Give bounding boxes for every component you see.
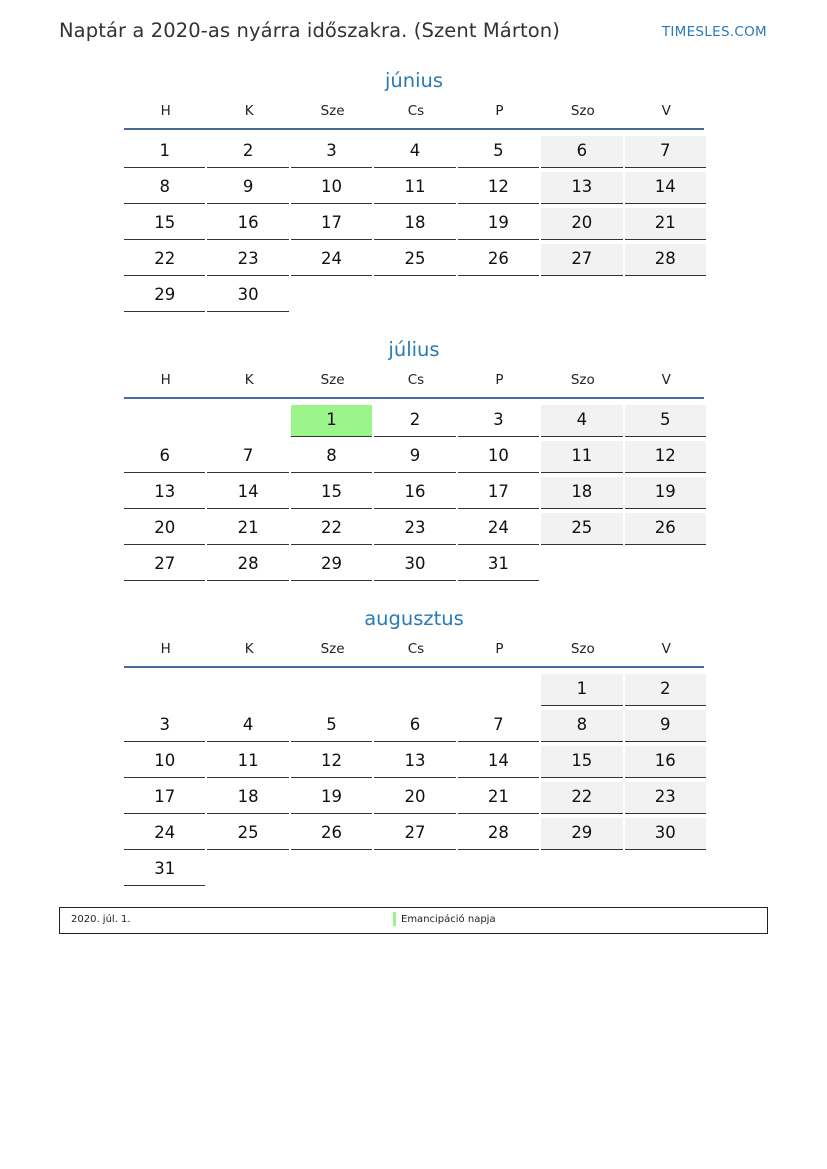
day-number: 7 [625, 136, 706, 168]
week-row [124, 780, 704, 816]
day-number: 8 [541, 710, 622, 742]
weekday-header-row [124, 364, 704, 399]
empty-day-slot [374, 674, 455, 706]
empty-day-cell [291, 278, 374, 314]
day-cell [207, 816, 290, 852]
empty-day-cell [458, 278, 541, 314]
day-number: 21 [625, 208, 706, 240]
day-number: 26 [458, 244, 539, 276]
day-number: 3 [124, 710, 205, 742]
day-cell [124, 206, 207, 242]
day-cell [458, 134, 541, 170]
day-number: 7 [207, 441, 288, 473]
day-number: 4 [541, 405, 622, 437]
weekend-day-cell [541, 403, 624, 439]
day-number: 13 [124, 477, 205, 509]
day-cell [291, 170, 374, 206]
day-number: 10 [124, 746, 205, 778]
day-number: 14 [207, 477, 288, 509]
day-cell [207, 134, 290, 170]
day-number: 16 [625, 746, 706, 778]
day-cell [291, 475, 374, 511]
weekend-day-cell [625, 780, 708, 816]
day-number: 21 [458, 782, 539, 814]
empty-day-slot [124, 405, 205, 437]
page-title: Naptár a 2020-as nyárra időszakra. (Szent Márton) [59, 19, 560, 42]
empty-day-cell [541, 852, 624, 888]
holiday-color-marker [393, 912, 396, 926]
day-cell [374, 170, 457, 206]
day-number: 12 [291, 746, 372, 778]
day-number: 28 [458, 818, 539, 850]
day-cell [124, 744, 207, 780]
day-number: 27 [374, 818, 455, 850]
weekday-label: P [495, 372, 504, 388]
day-cell [207, 744, 290, 780]
week-row [124, 816, 704, 852]
day-number: 10 [291, 172, 372, 204]
weekday-label: H [160, 103, 171, 119]
day-number: 31 [458, 549, 539, 581]
legend-holiday-name: Emancipáció napja [401, 914, 496, 925]
weekday-label: Sze [320, 641, 345, 657]
day-cell [374, 475, 457, 511]
week-row [124, 475, 704, 511]
day-number: 29 [124, 280, 205, 312]
legend-date: 2020. júl. 1. [71, 914, 131, 925]
week-row [124, 278, 704, 314]
day-cell [207, 170, 290, 206]
day-number: 10 [458, 441, 539, 473]
empty-day-slot [625, 854, 706, 886]
week-row [124, 134, 704, 170]
week-row [124, 852, 704, 888]
empty-day-cell [458, 672, 541, 708]
day-number: 20 [541, 208, 622, 240]
weekend-day-cell [625, 206, 708, 242]
weekday-label: Szo [570, 641, 595, 657]
day-cell [458, 439, 541, 475]
day-cell [124, 547, 207, 583]
day-cell [207, 439, 290, 475]
weekday-label: K [244, 641, 254, 657]
empty-day-slot [458, 674, 539, 706]
weekday-label: Cs [407, 641, 425, 657]
month-calendar [124, 67, 704, 314]
day-cell [458, 511, 541, 547]
day-number: 30 [207, 280, 288, 312]
weekday-header-row [124, 633, 704, 668]
day-cell [374, 816, 457, 852]
day-cell [124, 170, 207, 206]
day-number: 17 [458, 477, 539, 509]
day-cell [374, 206, 457, 242]
day-number: 14 [458, 746, 539, 778]
week-row [124, 744, 704, 780]
day-number: 19 [625, 477, 706, 509]
week-row [124, 708, 704, 744]
day-cell [374, 511, 457, 547]
day-cell [291, 206, 374, 242]
empty-day-cell [207, 403, 290, 439]
day-cell [207, 278, 290, 314]
day-cell [124, 439, 207, 475]
weekend-day-cell [541, 242, 624, 278]
day-cell [207, 242, 290, 278]
day-number: 6 [124, 441, 205, 473]
empty-day-slot [458, 280, 539, 312]
day-number: 15 [291, 477, 372, 509]
day-cell [124, 852, 207, 888]
holiday-legend [59, 907, 768, 934]
day-cell [291, 439, 374, 475]
weekend-day-cell [541, 439, 624, 475]
weekday-label: V [661, 372, 671, 388]
empty-day-slot [625, 549, 706, 581]
empty-day-cell [625, 278, 708, 314]
weekday-label: V [661, 641, 671, 657]
day-cell [291, 780, 374, 816]
day-number: 3 [291, 136, 372, 168]
empty-day-cell [291, 852, 374, 888]
day-number: 2 [625, 674, 706, 706]
day-cell [374, 134, 457, 170]
weekend-day-cell [541, 206, 624, 242]
month-calendar [124, 605, 704, 888]
day-cell [124, 278, 207, 314]
day-number: 11 [207, 746, 288, 778]
empty-day-slot [374, 854, 455, 886]
day-number: 20 [124, 513, 205, 545]
day-cell [124, 816, 207, 852]
day-cell [207, 547, 290, 583]
day-number: 23 [374, 513, 455, 545]
weekend-day-cell [625, 511, 708, 547]
empty-day-slot [124, 674, 205, 706]
day-number: 12 [625, 441, 706, 473]
day-cell [291, 816, 374, 852]
day-number: 13 [374, 746, 455, 778]
day-number: 1 [291, 405, 372, 437]
weekend-day-cell [541, 134, 624, 170]
empty-day-cell [207, 672, 290, 708]
day-number: 18 [374, 208, 455, 240]
weekend-day-cell [541, 744, 624, 780]
day-cell [124, 134, 207, 170]
day-number: 1 [541, 674, 622, 706]
day-number: 23 [207, 244, 288, 276]
day-number: 22 [124, 244, 205, 276]
day-cell [207, 206, 290, 242]
weekday-header-row [124, 95, 704, 130]
weekday-label: Sze [320, 372, 345, 388]
week-row [124, 547, 704, 583]
weekend-day-cell [625, 744, 708, 780]
day-number: 25 [374, 244, 455, 276]
day-cell [124, 780, 207, 816]
month-name: augusztus [364, 607, 464, 630]
week-row [124, 439, 704, 475]
day-cell [207, 708, 290, 744]
empty-day-slot [291, 854, 372, 886]
day-number: 5 [291, 710, 372, 742]
day-number: 18 [207, 782, 288, 814]
day-number: 4 [207, 710, 288, 742]
day-number: 31 [124, 854, 205, 886]
weekday-label: Szo [570, 103, 595, 119]
day-number: 27 [541, 244, 622, 276]
day-cell [291, 708, 374, 744]
day-cell [458, 206, 541, 242]
week-row [124, 511, 704, 547]
day-cell [124, 242, 207, 278]
day-number: 3 [458, 405, 539, 437]
weekend-day-cell [625, 134, 708, 170]
weekday-label: Sze [320, 103, 345, 119]
weekend-day-cell [625, 672, 708, 708]
day-number: 26 [291, 818, 372, 850]
empty-day-slot [541, 549, 622, 581]
day-cell [124, 475, 207, 511]
day-number: 15 [124, 208, 205, 240]
day-number: 24 [458, 513, 539, 545]
weekend-day-cell [625, 816, 708, 852]
empty-day-cell [124, 403, 207, 439]
day-number: 19 [458, 208, 539, 240]
day-number: 12 [458, 172, 539, 204]
day-number: 19 [291, 782, 372, 814]
week-row [124, 242, 704, 278]
day-cell [291, 242, 374, 278]
day-number: 6 [374, 710, 455, 742]
day-number: 26 [625, 513, 706, 545]
weekend-day-cell [625, 170, 708, 206]
week-row [124, 672, 704, 708]
weekend-day-cell [541, 672, 624, 708]
empty-day-cell [541, 278, 624, 314]
empty-day-slot [207, 405, 288, 437]
day-cell [374, 439, 457, 475]
weekday-label: Cs [407, 103, 425, 119]
day-cell [291, 744, 374, 780]
weekend-day-cell [541, 816, 624, 852]
day-cell [291, 134, 374, 170]
weekday-label: H [160, 641, 171, 657]
day-number: 17 [124, 782, 205, 814]
weekday-label: K [244, 103, 254, 119]
day-number: 23 [625, 782, 706, 814]
day-cell [374, 744, 457, 780]
month-name: június [384, 69, 444, 92]
weekend-day-cell [541, 780, 624, 816]
weekday-label: Szo [570, 372, 595, 388]
day-number: 9 [374, 441, 455, 473]
day-number: 22 [291, 513, 372, 545]
day-number: 27 [124, 549, 205, 581]
weekday-label: P [495, 103, 504, 119]
empty-day-cell [374, 278, 457, 314]
day-cell [374, 708, 457, 744]
holiday-day-cell [291, 403, 374, 439]
empty-day-cell [625, 547, 708, 583]
day-cell [458, 403, 541, 439]
day-number: 17 [291, 208, 372, 240]
empty-day-cell [541, 547, 624, 583]
weekday-label: H [160, 372, 171, 388]
day-number: 28 [207, 549, 288, 581]
day-cell [207, 780, 290, 816]
week-row [124, 170, 704, 206]
day-number: 24 [124, 818, 205, 850]
empty-day-slot [541, 280, 622, 312]
empty-day-slot [625, 280, 706, 312]
day-cell [458, 708, 541, 744]
weekday-label: V [661, 103, 671, 119]
empty-day-slot [374, 280, 455, 312]
empty-day-cell [207, 852, 290, 888]
weekday-label: Cs [407, 372, 425, 388]
weekend-day-cell [541, 708, 624, 744]
month-name: július [388, 338, 440, 361]
week-row [124, 206, 704, 242]
empty-day-cell [124, 672, 207, 708]
day-number: 20 [374, 782, 455, 814]
weekday-label: P [495, 641, 504, 657]
brand-link[interactable]: TIMESLES.COM [661, 24, 767, 40]
day-number: 2 [374, 405, 455, 437]
day-number: 9 [625, 710, 706, 742]
day-number: 30 [374, 549, 455, 581]
day-number: 5 [625, 405, 706, 437]
day-number: 5 [458, 136, 539, 168]
day-number: 9 [207, 172, 288, 204]
empty-day-cell [374, 672, 457, 708]
day-cell [207, 475, 290, 511]
empty-day-slot [291, 674, 372, 706]
weekend-day-cell [625, 439, 708, 475]
day-cell [458, 242, 541, 278]
day-number: 8 [124, 172, 205, 204]
empty-day-cell [374, 852, 457, 888]
weekend-day-cell [625, 475, 708, 511]
day-number: 22 [541, 782, 622, 814]
day-cell [374, 242, 457, 278]
weekend-day-cell [625, 242, 708, 278]
day-number: 7 [458, 710, 539, 742]
empty-day-cell [625, 852, 708, 888]
day-number: 16 [374, 477, 455, 509]
day-number: 8 [291, 441, 372, 473]
day-cell [291, 547, 374, 583]
day-number: 24 [291, 244, 372, 276]
day-number: 25 [541, 513, 622, 545]
weekend-day-cell [541, 475, 624, 511]
day-number: 1 [124, 136, 205, 168]
weekend-day-cell [625, 708, 708, 744]
day-cell [458, 475, 541, 511]
day-cell [207, 511, 290, 547]
day-cell [458, 170, 541, 206]
day-cell [124, 511, 207, 547]
empty-day-cell [458, 852, 541, 888]
day-number: 18 [541, 477, 622, 509]
empty-day-cell [291, 672, 374, 708]
day-number: 29 [291, 549, 372, 581]
weekend-day-cell [541, 170, 624, 206]
weekend-day-cell [625, 403, 708, 439]
day-number: 2 [207, 136, 288, 168]
day-number: 29 [541, 818, 622, 850]
day-number: 13 [541, 172, 622, 204]
day-number: 30 [625, 818, 706, 850]
weekday-label: K [244, 372, 254, 388]
day-number: 6 [541, 136, 622, 168]
day-number: 21 [207, 513, 288, 545]
day-number: 11 [541, 441, 622, 473]
day-number: 11 [374, 172, 455, 204]
empty-day-slot [291, 280, 372, 312]
day-cell [374, 403, 457, 439]
month-calendar [124, 336, 704, 583]
day-number: 28 [625, 244, 706, 276]
day-cell [458, 816, 541, 852]
weekend-day-cell [541, 511, 624, 547]
empty-day-slot [207, 674, 288, 706]
day-number: 4 [374, 136, 455, 168]
day-cell [374, 547, 457, 583]
day-cell [458, 744, 541, 780]
empty-day-slot [541, 854, 622, 886]
day-cell [458, 547, 541, 583]
day-cell [124, 708, 207, 744]
day-cell [374, 780, 457, 816]
day-number: 15 [541, 746, 622, 778]
day-number: 25 [207, 818, 288, 850]
day-number: 16 [207, 208, 288, 240]
day-cell [291, 511, 374, 547]
day-number: 14 [625, 172, 706, 204]
day-cell [458, 780, 541, 816]
empty-day-slot [458, 854, 539, 886]
empty-day-slot [207, 854, 288, 886]
week-row [124, 403, 704, 439]
